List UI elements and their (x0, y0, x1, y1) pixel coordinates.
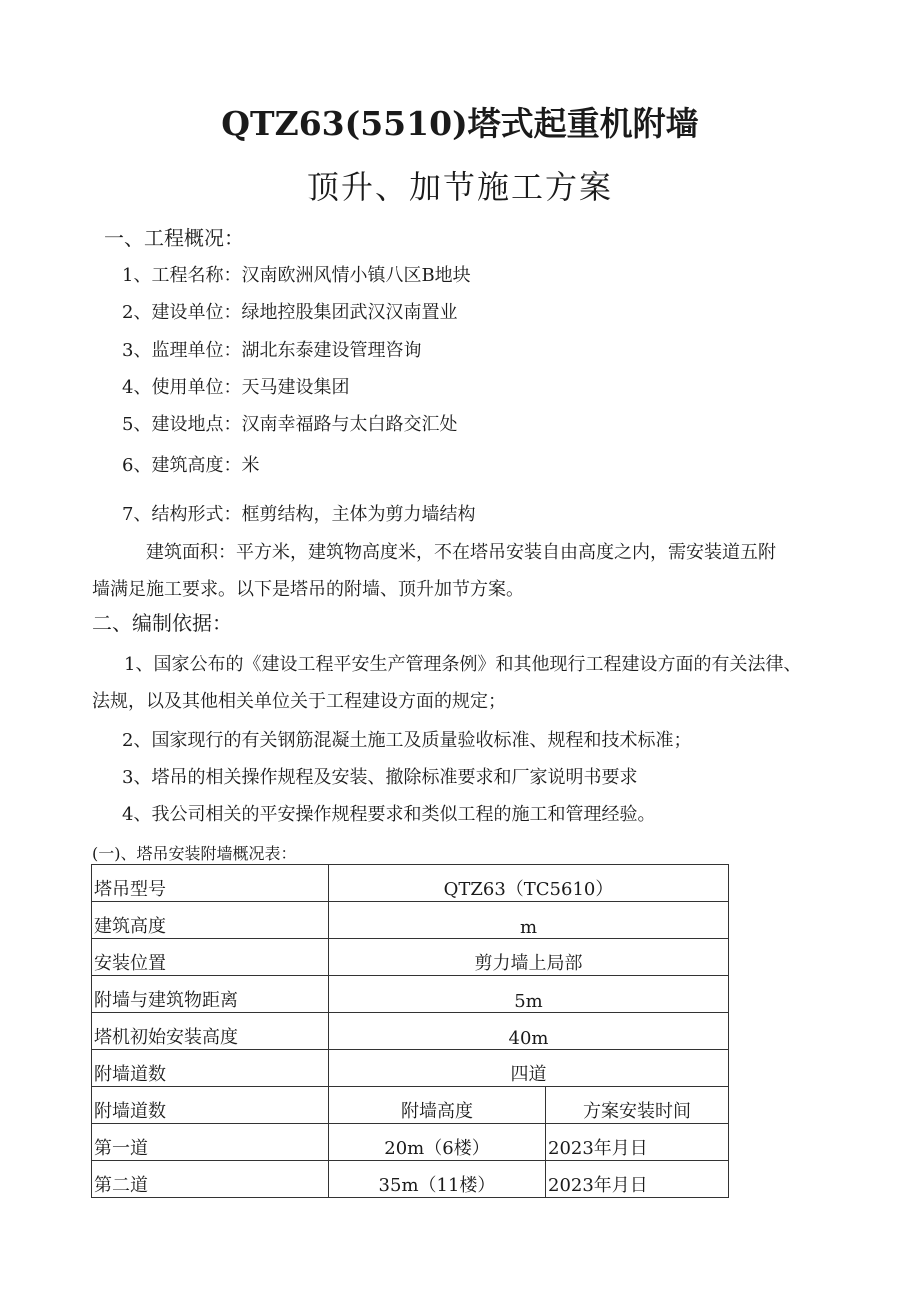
table-row (92, 976, 729, 1013)
document-title: QTZ63(5510)塔式起重机附墙 (221, 104, 699, 143)
table-cell: 2023年月日 (546, 1161, 729, 1198)
basis-item: 1、国家公布的《建设工程平安生产管理条例》和其他现行工程建设方面的有关法律、 (124, 654, 802, 675)
table-row (92, 902, 729, 939)
tower-crane-table (91, 864, 729, 1198)
overview-paragraph-continued: 墙满足施工要求。以下是塔吊的附墙、顶升加节方案。 (92, 579, 524, 600)
row-value: m (329, 902, 729, 939)
table-row (92, 865, 729, 902)
overview-item: 3、监理单位：湖北东泰建设管理咨询 (122, 340, 422, 361)
table-row (92, 939, 729, 976)
table-row (92, 1124, 729, 1161)
overview-item: 5、建设地点：汉南幸福路与太白路交汇处 (122, 414, 458, 435)
table-cell: 第二道 (92, 1161, 329, 1198)
basis-item: 4、我公司相关的平安操作规程要求和类似工程的施工和管理经验。 (122, 804, 656, 825)
row-value: 40m (329, 1013, 729, 1050)
table-row (92, 1013, 729, 1050)
row-label: 塔机初始安装高度 (92, 1013, 329, 1050)
overview-item: 2、建设单位：绿地控股集团武汉汉南置业 (122, 302, 458, 323)
column-header: 附墙高度 (329, 1087, 546, 1124)
overview-item: 6、建筑高度：米 (122, 455, 260, 476)
table-cell: 第一道 (92, 1124, 329, 1161)
basis-item: 3、塔吊的相关操作规程及安装、撤除标准要求和厂家说明书要求 (122, 767, 638, 788)
table-row (92, 1161, 729, 1198)
basis-item: 2、国家现行的有关钢筋混凝土施工及质量验收标准、规程和技术标准； (122, 730, 692, 751)
table-row (92, 1050, 729, 1087)
row-value: 剪力墙上局部 (329, 939, 729, 976)
overview-item: 4、使用单位：天马建设集团 (122, 377, 350, 398)
column-header: 方案安装时间 (546, 1087, 729, 1124)
overview-item: 1、工程名称：汉南欧洲风情小镇八区B地块 (122, 265, 471, 286)
table-title: (一)、塔吊安装附墙概况表： (92, 844, 297, 863)
row-value: 四道 (329, 1050, 729, 1087)
document-subtitle: 顶升、加节施工方案 (306, 168, 613, 206)
table-cell: 2023年月日 (546, 1124, 729, 1161)
row-label: 塔吊型号 (92, 865, 329, 902)
basis-item-continued: 法规，以及其他相关单位关于工程建设方面的规定； (92, 691, 506, 712)
row-label: 附墙与建筑物距离 (92, 976, 329, 1013)
row-label: 附墙道数 (92, 1050, 329, 1087)
overview-paragraph: 建筑面积：平方米，建筑物高度米，不在塔吊安装自由高度之内，需安装道五附 (146, 542, 776, 563)
section-heading-overview: 一、工程概况： (104, 226, 244, 250)
column-header: 附墙道数 (92, 1087, 329, 1124)
table-header-row (92, 1087, 729, 1124)
row-label: 建筑高度 (92, 902, 329, 939)
row-value: QTZ63（TC5610） (329, 865, 729, 902)
table-cell: 35m（11楼） (329, 1161, 546, 1198)
section-heading-basis: 二、编制依据： (92, 611, 232, 635)
table-cell: 20m（6楼） (329, 1124, 546, 1161)
row-value: 5m (329, 976, 729, 1013)
row-label: 安装位置 (92, 939, 329, 976)
overview-item: 7、结构形式：框剪结构，主体为剪力墙结构 (122, 504, 476, 525)
